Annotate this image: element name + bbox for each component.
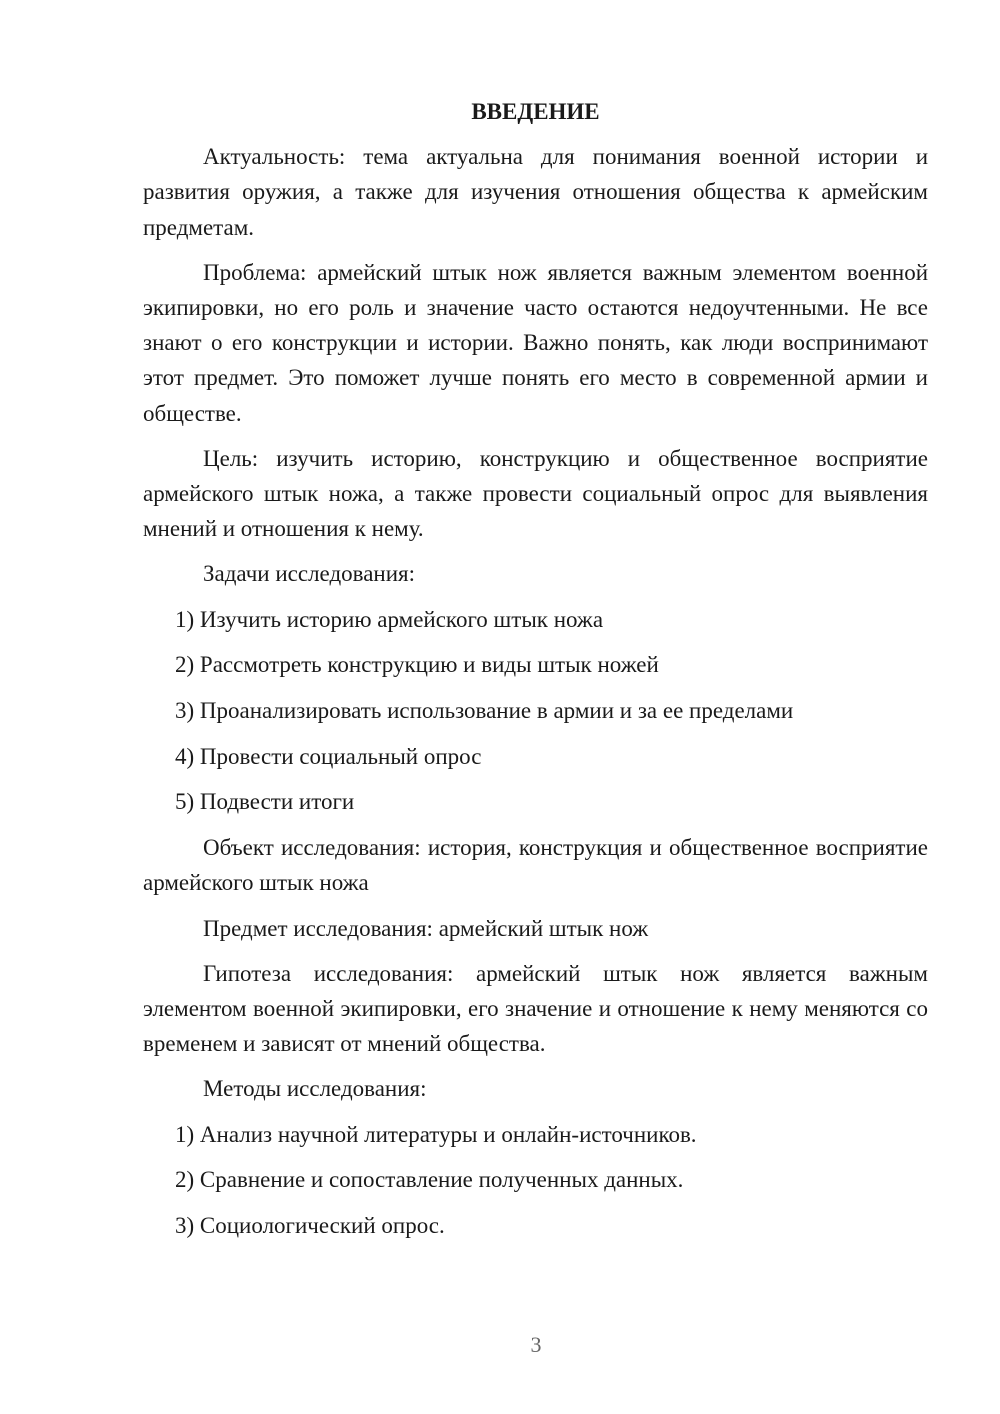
list-item: 5) Подвести итоги — [175, 789, 355, 815]
tasks-heading: Задачи исследования: — [203, 561, 416, 587]
page-content — [143, 94, 928, 1254]
list-item: 2) Сравнение и сопоставление полученных данных. — [175, 1167, 684, 1193]
goal-paragraph: Цель: изучить историю, конструкцию и общественное восприятие армейского штык ножа, а также провести социальный опрос для выявления мнений и отношения к нему. — [143, 445, 928, 542]
subject-paragraph: Предмет исследования: армейский штык нож — [203, 915, 649, 941]
relevance-paragraph: Актуальность: тема актуальна для понимания военной истории и развития оружия, а также для изучения отношения общества к армейским предметам. — [143, 144, 928, 240]
list-item: 3) Проанализировать использование в армии и за ее пределами — [175, 698, 794, 724]
list-item: 3) Социологический опрос. — [175, 1212, 445, 1238]
object-paragraph: Объект исследования: история, конструкция и общественное восприятие армейского штык ножа — [143, 835, 928, 896]
list-item: 1) Анализ научной литературы и онлайн-источников. — [175, 1121, 697, 1147]
page-number: 3 — [530, 1332, 542, 1357]
list-item: 4) Провести социальный опрос — [175, 743, 482, 769]
tasks-list — [143, 602, 928, 820]
methods-list — [143, 1117, 928, 1244]
problem-paragraph: Проблема: армейский штык нож является важным элементом военной экипировки, но его роль и значение часто остаются недоучтенными. Не все знают о его конструкции и истории. Важно понять, как люди воспринимают этот предмет. Это поможет лучше понять его место в современной армии и обществе. — [143, 259, 928, 426]
hypothesis-paragraph: Гипотеза исследования: армейский штык нож является важным элементом военной экипировки, его значение и отношение к нему меняются со временем и зависят от мнений общества. — [143, 960, 928, 1057]
methods-heading: Методы исследования: — [203, 1076, 427, 1102]
list-item: 2) Рассмотреть конструкцию и виды штык ножей — [175, 652, 659, 678]
list-item: 1) Изучить историю армейского штык ножа — [175, 606, 604, 632]
page-title: ВВЕДЕНИЕ — [471, 99, 600, 124]
